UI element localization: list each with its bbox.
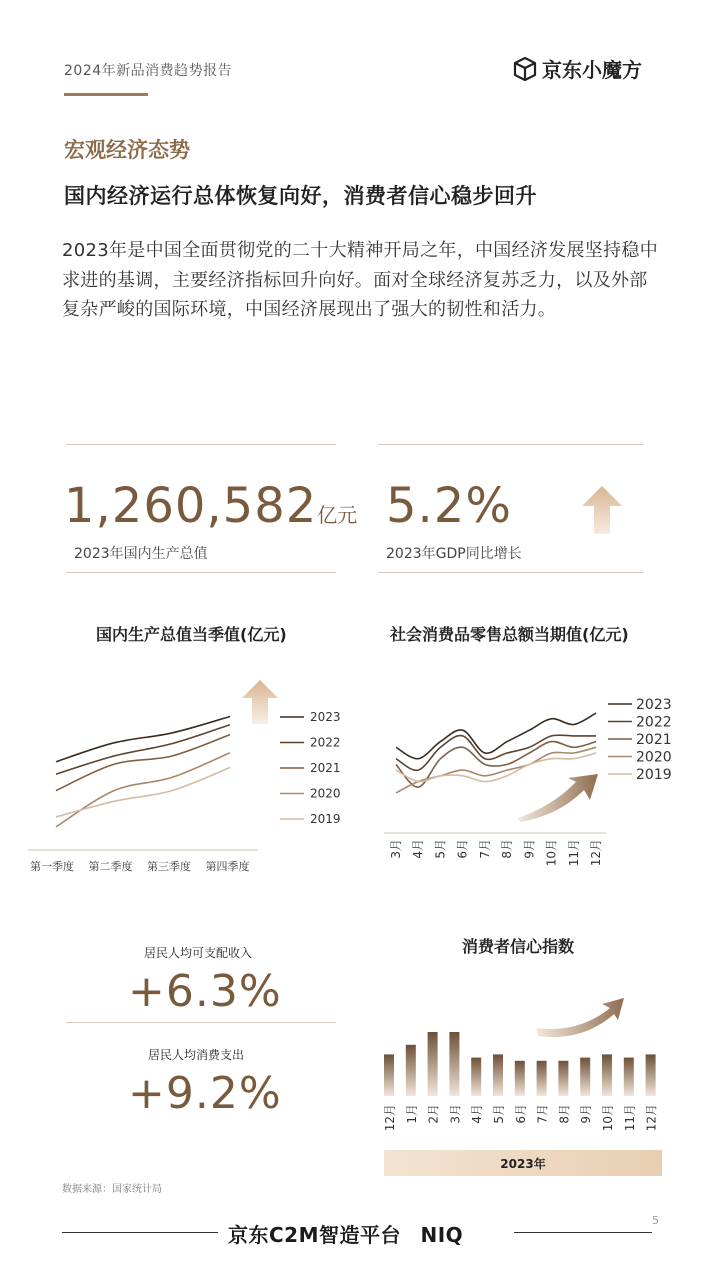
income-value: +6.3%	[128, 966, 282, 1017]
footer-brand-text: 京东C2M智造平台	[228, 1223, 401, 1247]
x-tick-label: 8月	[557, 1104, 572, 1124]
divider	[66, 572, 336, 573]
x-tick-label: 8月	[500, 839, 515, 859]
year-band	[384, 1150, 662, 1176]
bar	[406, 1045, 416, 1096]
x-tick-label: 第三季度	[147, 860, 191, 873]
data-source: 数据来源：国家统计局	[62, 1184, 162, 1195]
x-tick-label: 7月	[477, 839, 492, 859]
gdp-label: 2023年国内生产总值	[74, 546, 208, 562]
bar	[493, 1054, 503, 1096]
logo-text: 京东小魔方	[542, 58, 642, 82]
x-tick-label: 第一季度	[30, 860, 74, 873]
bar	[471, 1058, 481, 1096]
bar	[515, 1061, 525, 1096]
income-label: 居民人均可支配收入	[144, 946, 253, 960]
x-tick-label: 3月	[448, 1104, 463, 1124]
x-tick-label: 第四季度	[205, 860, 250, 873]
x-tick-label: 6月	[513, 1104, 528, 1124]
x-tick-label: 11月	[622, 1104, 637, 1132]
gdp-stat	[64, 478, 357, 534]
x-tick-label: 1月	[404, 1104, 419, 1124]
header-rule	[64, 93, 148, 96]
x-tick-label: 3月	[389, 839, 403, 859]
legend-label: 2023	[310, 710, 341, 724]
x-tick-label: 5月	[492, 1104, 506, 1124]
body-paragraph: 2023年是中国全面贯彻党的二十大精神开局之年，中国经济发展坚持稳中求进的基调，主要经济指标回升向好。面对全球经济复苏乏力，以及外部复杂严峻的国际环境，中国经济展现出了强大的韧性和活力。	[62, 240, 659, 320]
trend-arrow-icon	[536, 998, 624, 1037]
x-tick-label: 4月	[470, 1104, 485, 1124]
x-tick-label: 9月	[522, 839, 537, 859]
trend-arrow-icon	[518, 774, 598, 822]
confidence-chart-title: 消费者信心指数	[462, 937, 575, 956]
x-tick-label: 7月	[535, 1104, 550, 1124]
bar	[602, 1054, 612, 1096]
gdp-chart-title: 国内生产总值当季值(亿元)	[96, 625, 287, 644]
footer-rule-left	[62, 1232, 218, 1233]
footer-rule-right	[514, 1232, 652, 1233]
x-tick-label: 10月	[544, 839, 559, 867]
x-tick-label: 4月	[411, 839, 426, 859]
divider	[66, 444, 336, 445]
divider	[66, 1022, 336, 1023]
bar	[449, 1032, 459, 1096]
bar	[624, 1058, 634, 1096]
brand-logo	[512, 54, 642, 83]
bar	[428, 1032, 438, 1096]
series-line-2020	[56, 753, 230, 827]
gdp-quarterly-chart	[24, 670, 360, 880]
bar	[558, 1061, 568, 1096]
spending-value: +9.2%	[128, 1068, 282, 1119]
series-line-2023	[56, 716, 230, 761]
x-tick-label: 12月	[644, 1104, 659, 1132]
x-tick-label: 12月	[589, 839, 603, 867]
spending-label: 居民人均消费支出	[148, 1048, 245, 1062]
report-title: 2024年新品消费趋势报告	[64, 63, 233, 79]
consumer-confidence-chart	[376, 990, 668, 1140]
gdp-unit: 亿元	[317, 503, 358, 527]
retail-sales-chart	[380, 690, 700, 880]
cube-logo-icon	[512, 56, 538, 82]
gdp-value: 1,260,582	[64, 478, 318, 534]
x-tick-label: 11月	[566, 839, 581, 867]
legend-label: 2020	[636, 749, 672, 766]
up-arrow-icon	[242, 680, 278, 724]
x-tick-label: 第二季度	[88, 860, 133, 873]
bar	[580, 1058, 590, 1096]
x-tick-label: 5月	[433, 839, 448, 859]
series-line-2021	[56, 735, 230, 791]
legend-label: 2020	[310, 786, 341, 801]
legend-label: 2021	[310, 761, 341, 775]
legend-label: 2023	[636, 697, 672, 713]
legend-label: 2021	[636, 732, 672, 748]
section-label: 宏观经济态势	[64, 138, 190, 162]
footer-brand	[228, 1219, 463, 1248]
bar	[384, 1054, 394, 1096]
x-tick-label: 10月	[601, 1104, 615, 1132]
growth-label: 2023年GDP同比增长	[386, 546, 522, 562]
growth-value: 5.2%	[386, 478, 512, 534]
divider	[378, 572, 644, 573]
legend-label: 2022	[636, 714, 672, 731]
page-number: 5	[652, 1214, 659, 1227]
retail-chart-title: 社会消费品零售总额当期值(亿元)	[390, 625, 629, 644]
series-line-2019	[56, 768, 230, 817]
bar	[646, 1054, 656, 1096]
x-tick-label: 6月	[455, 839, 470, 859]
legend-label: 2022	[310, 735, 341, 750]
bar	[537, 1061, 547, 1096]
x-tick-label: 9月	[579, 1104, 594, 1124]
legend-label: 2019	[636, 767, 672, 783]
legend-label: 2019	[310, 812, 341, 826]
niq-logo: NIQ	[420, 1223, 464, 1247]
up-arrow-icon	[582, 486, 622, 534]
year-band-label: 2023年	[500, 1156, 546, 1171]
x-tick-label: 2月	[426, 1104, 441, 1124]
headline: 国内经济运行总体恢复向好，消费者信心稳步回升	[64, 184, 537, 208]
series-line-2022	[56, 725, 230, 774]
x-tick-label: 12月	[383, 1104, 397, 1132]
divider	[378, 444, 644, 445]
